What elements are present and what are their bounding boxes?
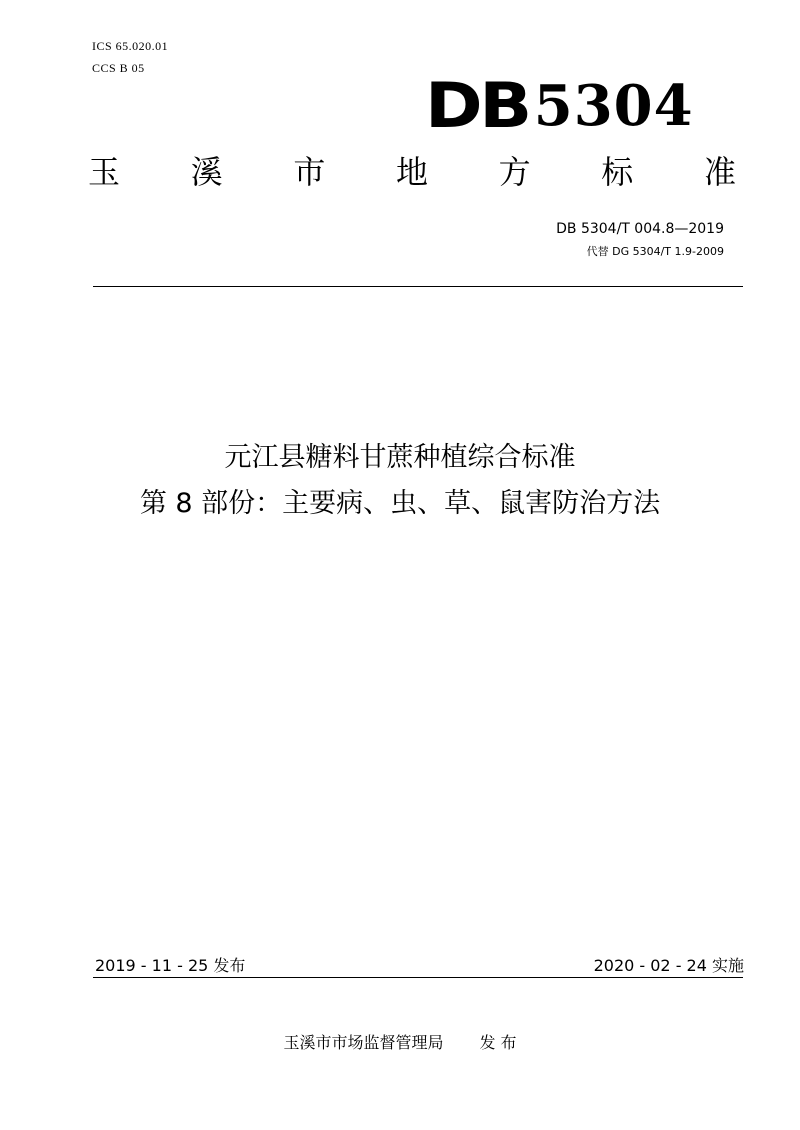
db-logo-letters: DB [425, 69, 529, 142]
standard-type-char: 准 [703, 153, 736, 191]
db-logo-number: 5304 [533, 73, 694, 139]
standard-type-char: 溪 [190, 153, 223, 191]
document-title-line2: 第 8 部份：主要病、虫、草、鼠害防治方法 [139, 488, 661, 519]
issuer-action: 发 布 [479, 1033, 517, 1052]
standard-type-heading [88, 150, 736, 194]
header-divider [93, 286, 743, 287]
standard-type-char: 标 [601, 153, 634, 191]
db-logo [425, 69, 694, 142]
standard-type-char: 市 [293, 153, 326, 191]
standard-type-char: 地 [395, 153, 428, 191]
issuer-name: 玉溪市市场监督管理局 [283, 1033, 444, 1052]
implement-date: 2020 - 02 - 24 实施 [593, 956, 744, 975]
footer-divider [93, 977, 743, 978]
standard-type-char: 方 [498, 153, 531, 191]
document-title-line1: 元江县糖料甘蔗种植综合标准 [224, 442, 576, 473]
issuer-line [0, 1033, 800, 1053]
standard-type-char: 玉 [88, 153, 121, 191]
ccs-code: CCS B 05 [92, 61, 145, 75]
publish-date: 2019 - 11 - 25 发布 [95, 956, 246, 975]
ics-code: ICS 65.020.01 [92, 39, 169, 53]
standard-code: DB 5304/T 004.8—2019 [556, 221, 724, 237]
replaces-code: 代替 DG 5304/T 1.9-2009 [586, 245, 724, 258]
